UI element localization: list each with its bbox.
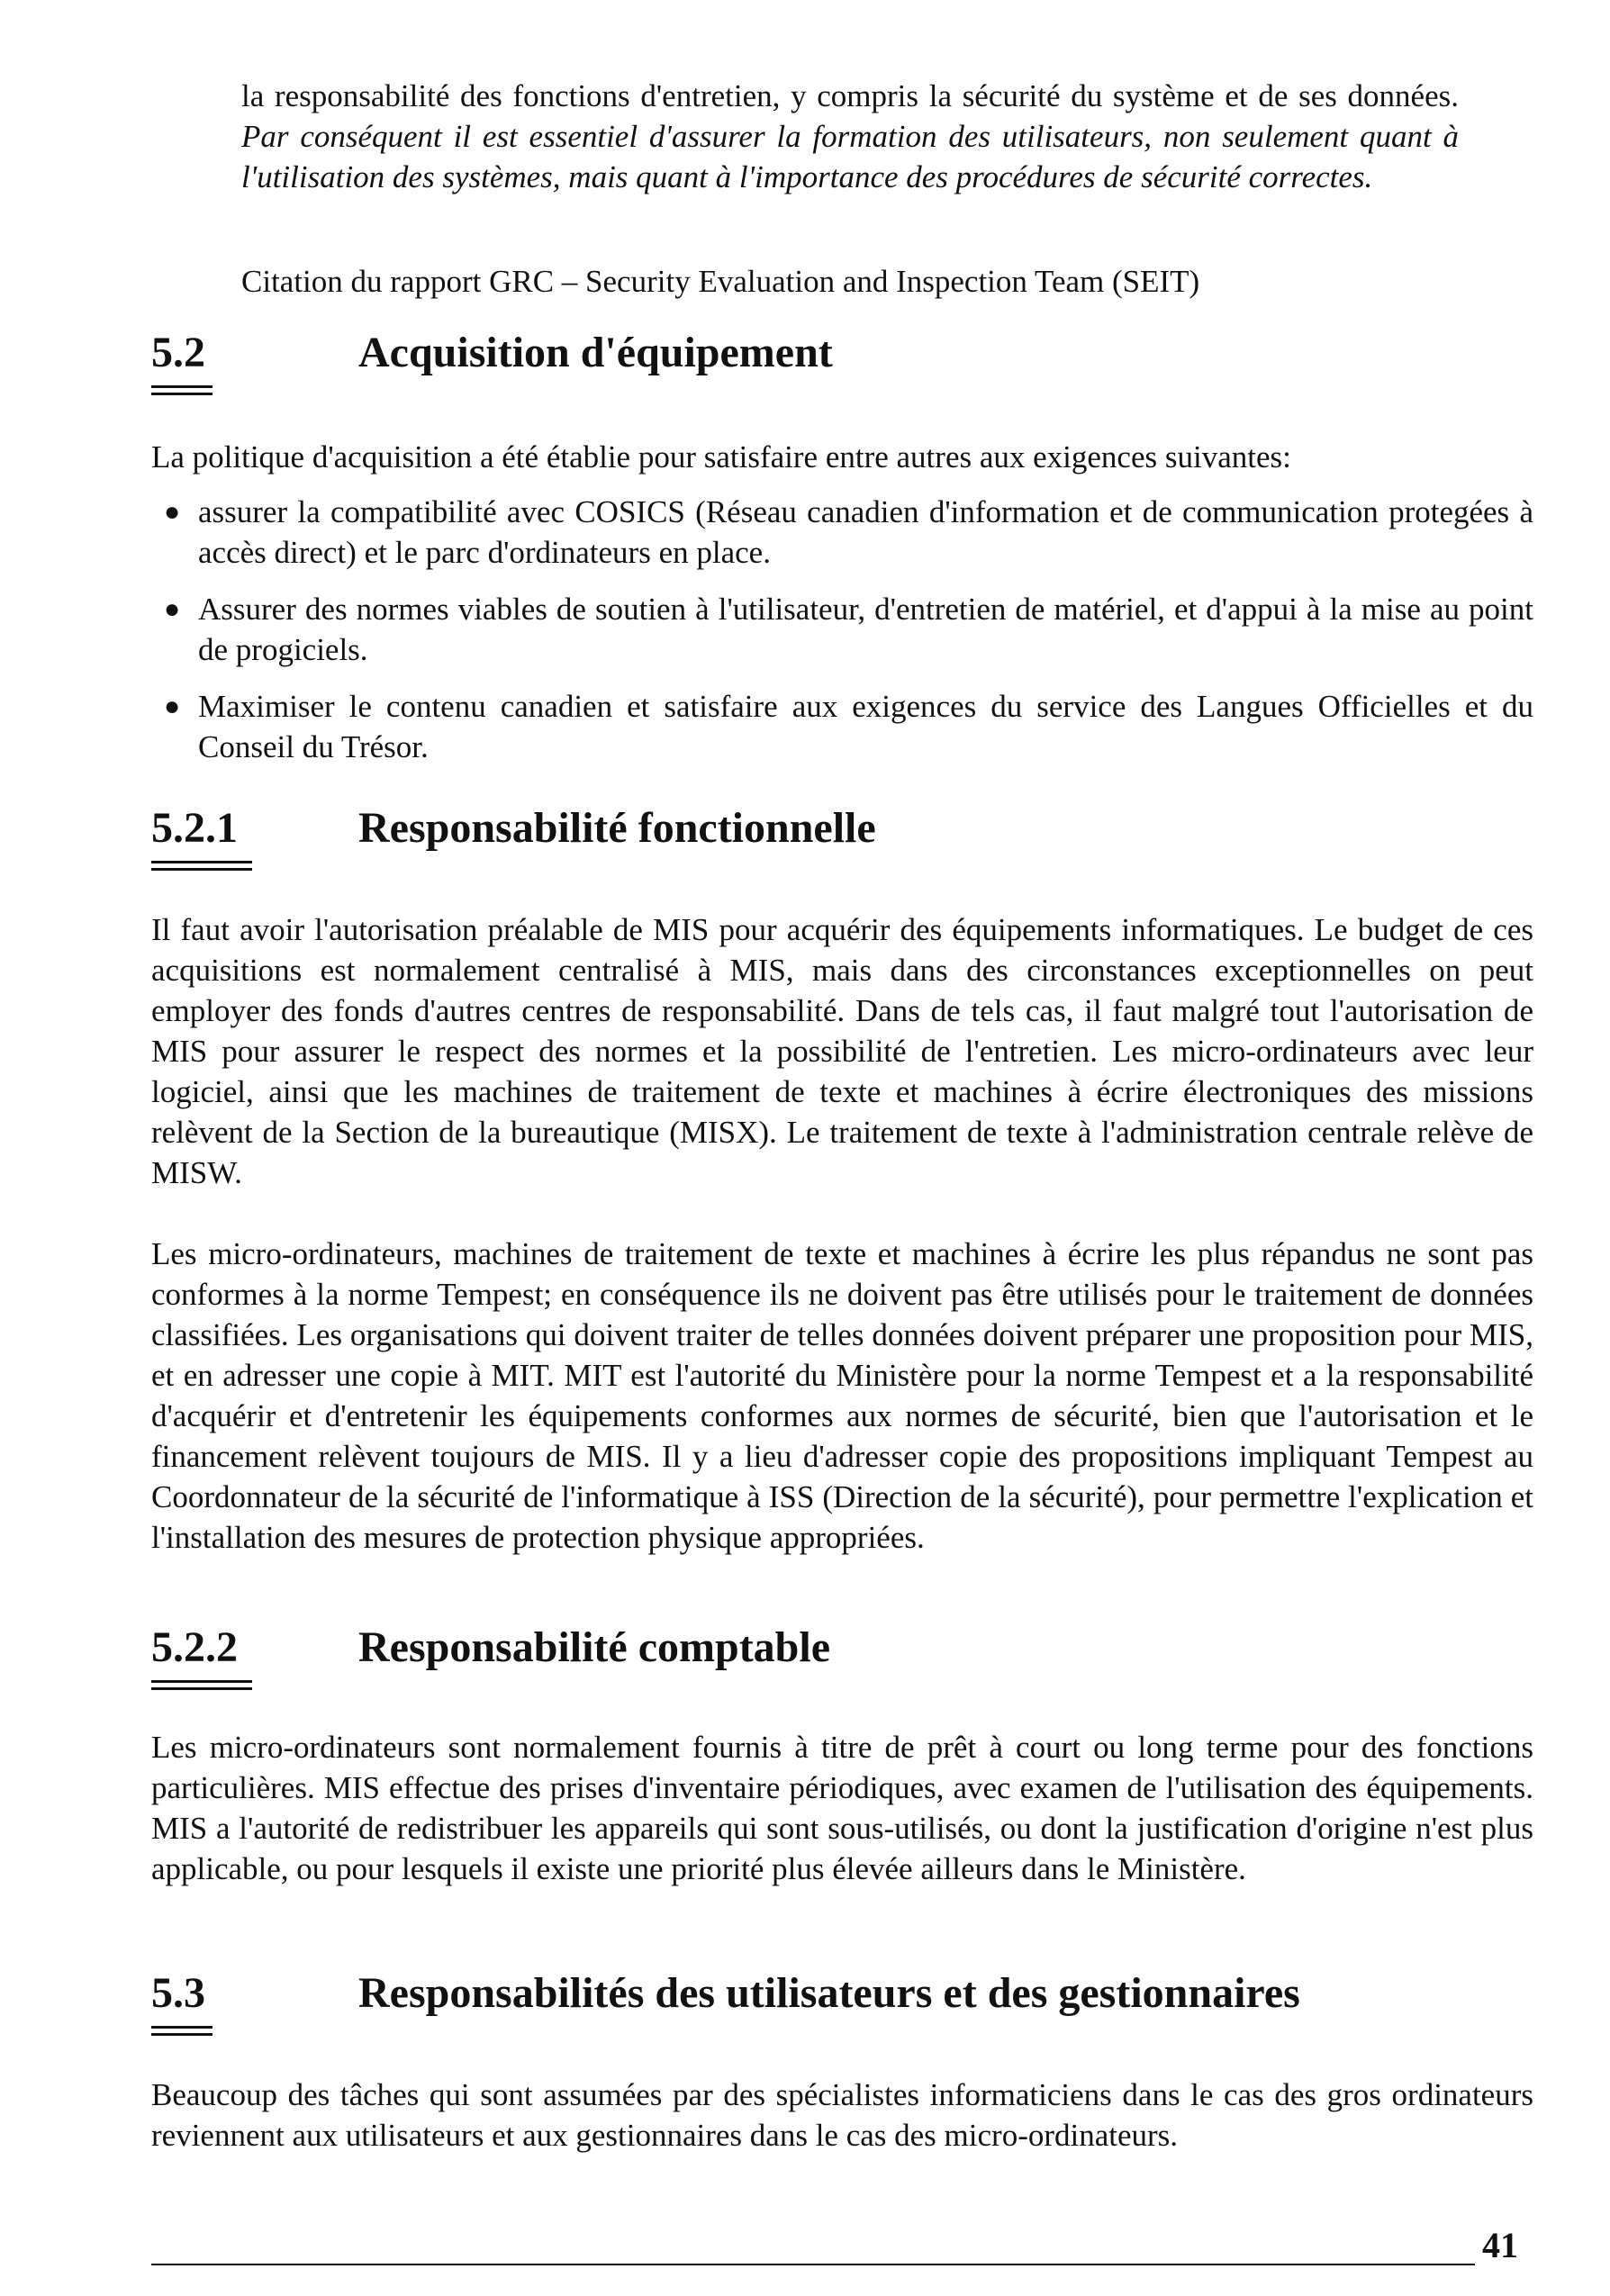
section-5-2-1-paragraph-1: Il faut avoir l'autorisation préalable de MIS pour acquérir des équipements informatiques. Le budget de ces acquisitions est normalement centralisé à MIS, mais dans des circonstances exceptionnelles on peut employer des fonds d'autres centres de responsabilité. Dans de tels cas, il faut malgré tout l'autorisation de MIS pour assurer le respect des normes et la possibilité de l'entretien. Les micro-ordinateurs avec leur logiciel, ainsi que les machines de traitement de texte et machines à écrire électroniques des missions relèvent de la Section de la bureautique (MISX). Le traitement de texte à l'administration centrale relève de MISW.: [151, 912, 1533, 1190]
section-heading-5-2-1: [151, 801, 1502, 873]
list-item-text: assurer la compatibilité avec COSICS (Réseau canadien d'information et de communication protegées à accès direct) et le parc d'ordinateurs en place.: [198, 494, 1533, 570]
list-item-text: Assurer des normes viables de soutien à l'utilisateur, d'entretien de matériel, et d'appui à la mise au point de progiciels.: [198, 592, 1533, 667]
list-item: [151, 589, 1533, 670]
bullet-icon: ●: [164, 497, 181, 527]
section-heading-5-2: [151, 326, 1502, 398]
footer-rule: [151, 2264, 1475, 2265]
list-item-text: Maximiser le contenu canadien et satisfaire aux exigences du service des Langues Officielles et du Conseil du Trésor.: [198, 689, 1533, 764]
heading-underline: [151, 385, 213, 388]
intro-quote-italic: Par conséquent il est essentiel d'assurer la formation des utilisateurs, non seulement quant à l'utilisation des systèmes, mais quant à l'importance des procédures de sécurité correctes.: [241, 119, 1459, 194]
section-5-3-paragraph: Beaucoup des tâches qui sont assumées par des spécialistes informaticiens dans le cas des gros ordinateurs reviennent aux utilisateurs et aux gestionnaires dans le cas des micro-ordinateurs.: [151, 2077, 1533, 2153]
list-item: [151, 686, 1533, 767]
heading-double-underline: [151, 868, 252, 871]
bullet-icon: ●: [164, 692, 181, 721]
intro-quote-plain: la responsabilité des fonctions d'entretien, y compris la sécurité du système et de ses données.: [241, 78, 1459, 113]
section-5-2-2-paragraph: Les micro-ordinateurs sont normalement fournis à titre de prêt à court ou long terme pour des fonctions particulières. MIS effectue des prises d'inventaire périodiques, avec examen de l'utilisation des équipements. MIS a l'autorité de redistribuer les appareils qui sont sous-utilisés, ou dont la justification d'origine n'est plus applicable, ou pour lesquels il existe une priorité plus élevée ailleurs dans le Ministère.: [151, 1730, 1533, 1886]
heading-double-underline: [151, 393, 213, 395]
list-item: [151, 492, 1533, 573]
intro-quote-paragraph: [241, 76, 1459, 197]
heading-double-underline: [151, 1687, 252, 1690]
section-number: 5.2.2: [151, 1623, 238, 1671]
section-title: Responsabilités des utilisateurs et des gestionnaires: [358, 1969, 1300, 2017]
page-number: 41: [1482, 2225, 1518, 2265]
section-title: Responsabilité fonctionnelle: [358, 804, 876, 852]
section-heading-5-2-2: [151, 1621, 1502, 1693]
section-number: 5.3: [151, 1969, 205, 2017]
section-title: Acquisition d'équipement: [358, 329, 833, 376]
bullet-icon: ●: [164, 594, 181, 624]
requirements-list: [151, 492, 1533, 783]
section-number: 5.2: [151, 329, 205, 376]
section-number: 5.2.1: [151, 804, 238, 852]
section-title: Responsabilité comptable: [358, 1623, 831, 1671]
heading-double-underline: [151, 2033, 213, 2036]
citation-line: Citation du rapport GRC – Security Evaluation and Inspection Team (SEIT): [241, 264, 1200, 299]
section-5-2-1-paragraph-2: Les micro-ordinateurs, machines de traitement de texte et machines à écrire les plus répandus ne sont pas conformes à la norme Tempest; en conséquence ils ne doivent pas être utilisés pour le traitement de données classifiées. Les organisations qui doivent traiter de telles données doivent préparer une proposition pour MIS, et en adresser une copie à MIT. MIT est l'autorité du Ministère pour la norme Tempest et a la responsabilité d'acquérir et d'entretenir les équipements conformes aux normes de sécurité, bien que l'autorisation et le financement relèvent toujours de MIS. Il y a lieu d'adresser copie des propositions impliquant Tempest au Coordonnateur de la sécurité de l'informatique à ISS (Direction de la sécurité), pour permettre l'explication et l'installation des mesures de protection physique appropriées.: [151, 1236, 1533, 1555]
section-5-2-lead: La politique d'acquisition a été établie pour satisfaire entre autres aux exigences suivantes:: [151, 439, 1291, 475]
heading-underline: [151, 1680, 252, 1683]
heading-underline: [151, 861, 252, 863]
section-heading-5-3: [151, 1966, 1502, 2038]
heading-underline: [151, 2026, 213, 2029]
